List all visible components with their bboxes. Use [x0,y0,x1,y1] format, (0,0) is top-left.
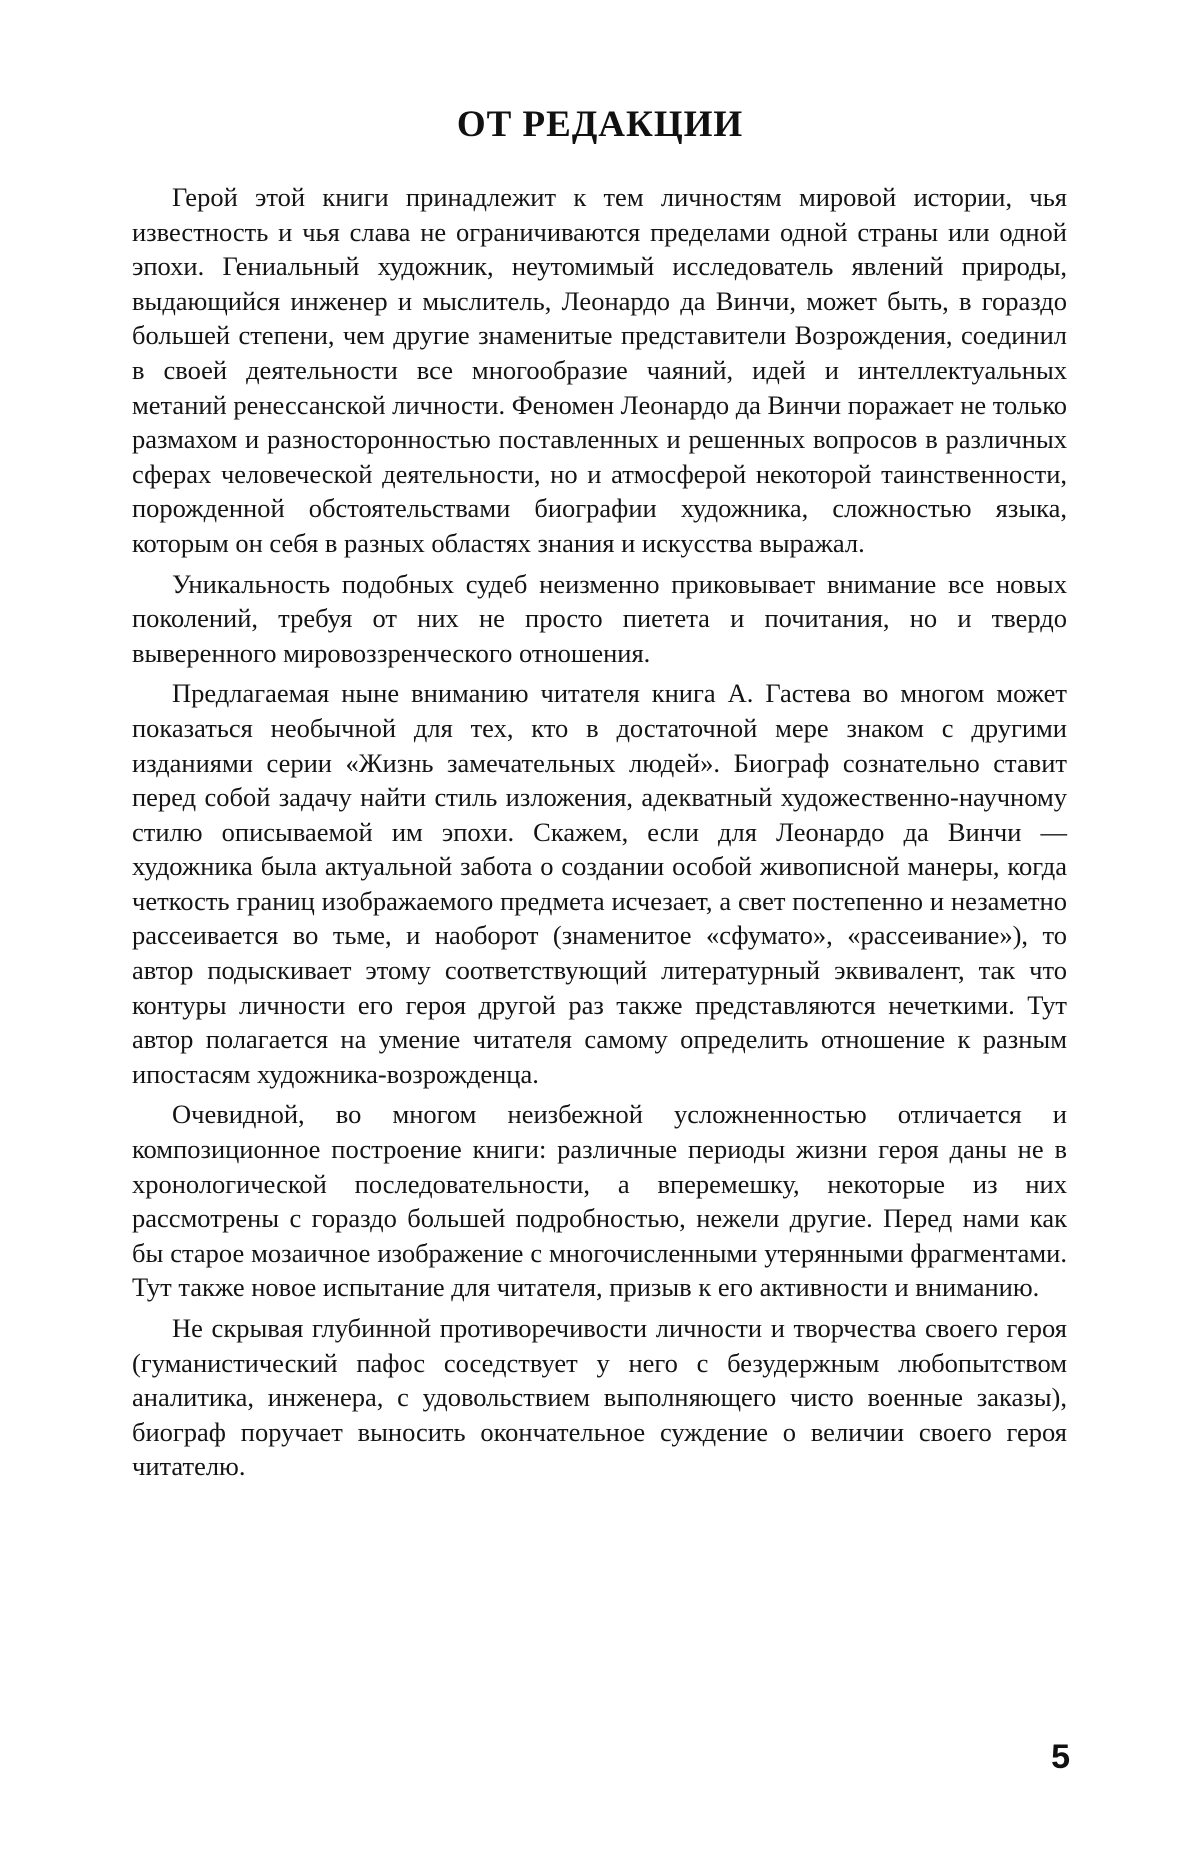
paragraph-3: Предлагаемая ныне вниманию читателя книга А. Гастева во многом может показаться необычной для тех, кто в достаточной мере знаком с другими изданиями серии «Жизнь замечательных людей». Биограф сознательно ставит перед собой задачу найти стиль изложения, адекватный художественно-научному стилю описываемой им эпохи. Скажем, если для Леонардо да Винчи — художника была актуальной забота о создании особой живописной манеры, когда четкость границ изображаемого предмета исчезает, а свет постепенно и незаметно рассеивается во тьме, и наоборот (знаменитое «сфумато», «рассеивание»), то автор подыскивает этому соответствующий литературный эквивалент, так что контуры личности его героя другой раз также представляются нечеткими. Тут автор полагается на умение читателя самому определить отношение к разным ипостасям художника-возрожденца. [132,676,1067,1091]
body-text [132,180,1067,1484]
book-page [0,0,1200,1856]
paragraph-5: Не скрывая глубинной противоречивости личности и творчества своего героя (гуманистический пафос соседствует у него с безудержным любопытством аналитика, инженера, с удовольствием выполняющего чисто военные заказы), биограф поручает выносить окончательное суждение о величии своего героя читателю. [132,1311,1067,1484]
paragraph-1: Герой этой книги принадлежит к тем личностям мировой истории, чья известность и чья слава не ограничиваются пределами одной страны или одной эпохи. Гениальный художник, неутомимый исследователь явлений природы, выдающийся инженер и мыслитель, Леонардо да Винчи, может быть, в гораздо большей степени, чем другие знаменитые представители Возрождения, соединил в своей деятельности все многообразие чаяний, идей и интеллектуальных метаний ренессанской личности. Феномен Леонардо да Винчи поражает не только размахом и разносторонностью поставленных и решенных вопросов в различных сферах человеческой деятельности, но и атмосферой некоторой таинственности, порожденной обстоятельствами биографии художника, сложностью языка, которым он себя в разных областях знания и искусства выражал. [132,180,1067,561]
page-number: 5 [1030,1737,1070,1777]
page-title: ОТ РЕДАКЦИИ [0,100,1200,150]
paragraph-4: Очевидной, во многом неизбежной усложненностью отличается и композиционное построение книги: различные периоды жизни героя даны не в хронологической последовательности, а вперемешку, некоторые из них рассмотрены с гораздо большей подробностью, нежели другие. Перед нами как бы старое мозаичное изображение с многочисленными утерянными фрагментами. Тут также новое испытание для читателя, призыв к его активности и вниманию. [132,1097,1067,1305]
paragraph-2: Уникальность подобных судеб неизменно приковывает внимание все новых поколений, требуя от них не просто пиетета и почитания, но и твердо выверенного мировоззренческого отношения. [132,567,1067,671]
